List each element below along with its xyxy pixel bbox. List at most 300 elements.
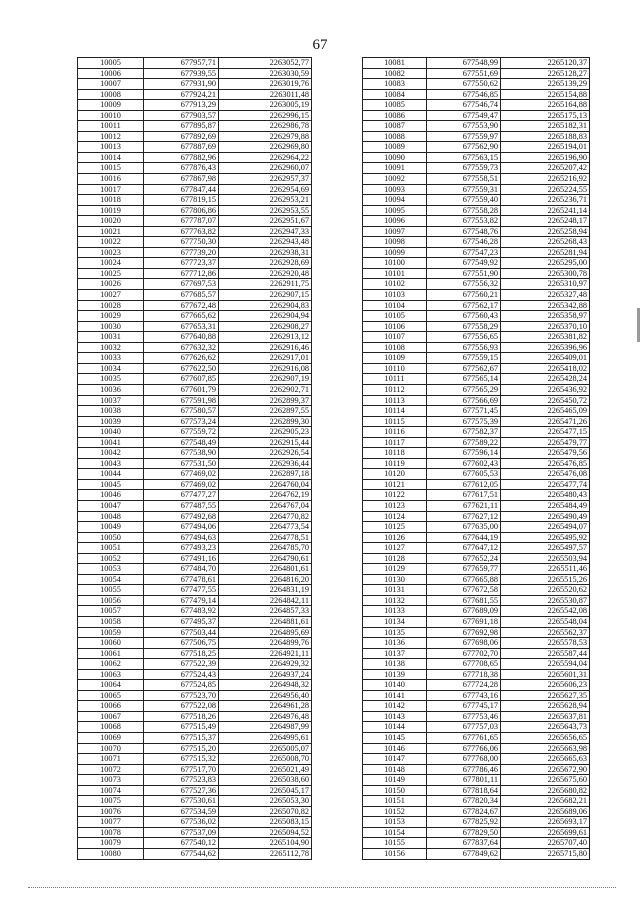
x-coordinate-cell: 677536,02 — [144, 817, 219, 828]
table-row — [363, 332, 590, 343]
x-coordinate-cell: 677596,14 — [427, 448, 501, 459]
point-id-cell: 10089 — [363, 142, 427, 153]
x-coordinate-cell: 677540,12 — [144, 838, 219, 849]
point-id-cell: 10094 — [363, 195, 427, 206]
table-row — [78, 152, 312, 163]
x-coordinate-cell: 677560,43 — [427, 311, 501, 322]
x-coordinate-cell: 677522,08 — [144, 701, 219, 712]
y-coordinate-cell: 2265542,08 — [501, 606, 590, 617]
table-row — [363, 353, 590, 364]
table-row — [363, 838, 590, 849]
x-coordinate-cell: 677550,62 — [427, 79, 501, 90]
y-coordinate-cell: 2265409,01 — [501, 353, 590, 364]
table-row — [363, 89, 590, 100]
x-coordinate-cell: 677621,11 — [427, 500, 501, 511]
y-coordinate-cell: 2265450,72 — [501, 395, 590, 406]
table-row — [78, 616, 312, 627]
table-row — [363, 142, 590, 153]
x-coordinate-cell: 677517,70 — [144, 764, 219, 775]
y-coordinate-cell: 2265083,15 — [219, 817, 312, 828]
table-row — [78, 100, 312, 111]
y-coordinate-cell: 2265578,53 — [501, 638, 590, 649]
table-row — [78, 690, 312, 701]
x-coordinate-cell: 677537,09 — [144, 827, 219, 838]
y-coordinate-cell: 2265070,82 — [219, 806, 312, 817]
point-id-cell: 10084 — [363, 89, 427, 100]
point-id-cell: 10053 — [78, 564, 144, 575]
table-row — [78, 754, 312, 765]
table-row — [363, 163, 590, 174]
table-row — [78, 384, 312, 395]
y-coordinate-cell: 2262916,46 — [219, 342, 312, 353]
x-coordinate-cell: 677757,03 — [427, 722, 501, 733]
y-coordinate-cell: 2262964,22 — [219, 152, 312, 163]
table-row — [363, 427, 590, 438]
x-coordinate-cell: 677659,77 — [427, 564, 501, 575]
y-coordinate-cell: 2265241,14 — [501, 205, 590, 216]
point-id-cell: 10127 — [363, 543, 427, 554]
y-coordinate-cell: 2265515,26 — [501, 574, 590, 585]
table-row — [78, 89, 312, 100]
x-coordinate-cell: 677829,50 — [427, 827, 501, 838]
table-row — [363, 775, 590, 786]
table-row — [78, 532, 312, 543]
y-coordinate-cell: 2262904,94 — [219, 311, 312, 322]
y-coordinate-cell: 2262904,83 — [219, 300, 312, 311]
table-row — [78, 279, 312, 290]
x-coordinate-cell: 677691,18 — [427, 616, 501, 627]
x-coordinate-cell: 677559,15 — [427, 353, 501, 364]
table-row — [78, 500, 312, 511]
point-id-cell: 10077 — [78, 817, 144, 828]
y-coordinate-cell: 2265154,88 — [501, 89, 590, 100]
table-row — [78, 564, 312, 575]
table-row — [363, 448, 590, 459]
table-row — [363, 152, 590, 163]
point-id-cell: 10078 — [78, 827, 144, 838]
x-coordinate-cell: 677551,90 — [427, 268, 501, 279]
point-id-cell: 10153 — [363, 817, 427, 828]
y-coordinate-cell: 2265689,06 — [501, 806, 590, 817]
y-coordinate-cell: 2264760,04 — [219, 479, 312, 490]
point-id-cell: 10123 — [363, 500, 427, 511]
x-coordinate-cell: 677469,02 — [144, 479, 219, 490]
table-row — [363, 659, 590, 670]
y-coordinate-cell: 2265637,81 — [501, 711, 590, 722]
point-id-cell: 10015 — [78, 163, 144, 174]
x-coordinate-cell: 677556,65 — [427, 332, 501, 343]
x-coordinate-cell: 677527,36 — [144, 785, 219, 796]
point-id-cell: 10079 — [78, 838, 144, 849]
y-coordinate-cell: 2264948,32 — [219, 680, 312, 691]
y-coordinate-cell: 2265628,94 — [501, 701, 590, 712]
x-coordinate-cell: 677892,69 — [144, 131, 219, 142]
point-id-cell: 10040 — [78, 427, 144, 438]
x-coordinate-cell: 677559,73 — [427, 163, 501, 174]
x-coordinate-cell: 677626,62 — [144, 353, 219, 364]
table-row — [78, 522, 312, 533]
point-id-cell: 10112 — [363, 384, 427, 395]
table-row — [363, 458, 590, 469]
point-id-cell: 10076 — [78, 806, 144, 817]
table-row — [363, 680, 590, 691]
y-coordinate-cell: 2265465,09 — [501, 406, 590, 417]
point-id-cell: 10115 — [363, 416, 427, 427]
y-coordinate-cell: 2265258,94 — [501, 226, 590, 237]
x-coordinate-cell: 677724,28 — [427, 680, 501, 691]
point-id-cell: 10017 — [78, 184, 144, 195]
point-id-cell: 10141 — [363, 690, 427, 701]
x-coordinate-cell: 677605,53 — [427, 469, 501, 480]
y-coordinate-cell: 2265216,92 — [501, 174, 590, 185]
x-coordinate-cell: 677495,37 — [144, 616, 219, 627]
y-coordinate-cell: 2262947,33 — [219, 226, 312, 237]
x-coordinate-cell: 677745,17 — [427, 701, 501, 712]
table-row — [78, 553, 312, 564]
table-row — [363, 68, 590, 79]
point-id-cell: 10131 — [363, 585, 427, 596]
table-row — [78, 268, 312, 279]
table-row — [78, 300, 312, 311]
x-coordinate-cell: 677876,43 — [144, 163, 219, 174]
table-row — [363, 195, 590, 206]
y-coordinate-cell: 2265503,94 — [501, 553, 590, 564]
point-id-cell: 10144 — [363, 722, 427, 733]
table-row — [78, 311, 312, 322]
x-coordinate-cell: 677718,38 — [427, 669, 501, 680]
y-coordinate-cell: 2265053,30 — [219, 796, 312, 807]
y-coordinate-cell: 2265342,88 — [501, 300, 590, 311]
y-coordinate-cell: 2262902,71 — [219, 384, 312, 395]
y-coordinate-cell: 2265128,27 — [501, 68, 590, 79]
y-coordinate-cell: 2262953,21 — [219, 195, 312, 206]
point-id-cell: 10086 — [363, 110, 427, 121]
x-coordinate-cell: 677571,45 — [427, 406, 501, 417]
y-coordinate-cell: 2262899,37 — [219, 395, 312, 406]
x-coordinate-cell: 677913,29 — [144, 100, 219, 111]
y-coordinate-cell: 2265112,78 — [219, 849, 312, 860]
y-coordinate-cell: 2265587,44 — [501, 648, 590, 659]
table-row — [363, 131, 590, 142]
y-coordinate-cell: 2265562,37 — [501, 627, 590, 638]
y-coordinate-cell: 2265530,87 — [501, 595, 590, 606]
table-row — [78, 595, 312, 606]
y-coordinate-cell: 2262953,55 — [219, 205, 312, 216]
x-coordinate-cell: 677524,85 — [144, 680, 219, 691]
point-id-cell: 10030 — [78, 321, 144, 332]
x-coordinate-cell: 677818,64 — [427, 785, 501, 796]
x-coordinate-cell: 677494,63 — [144, 532, 219, 543]
y-coordinate-cell: 2265471,26 — [501, 416, 590, 427]
table-row — [363, 174, 590, 185]
table-row — [78, 237, 312, 248]
table-row — [363, 500, 590, 511]
x-coordinate-cell: 677957,71 — [144, 58, 219, 69]
table-row — [78, 174, 312, 185]
y-coordinate-cell: 2265548,04 — [501, 616, 590, 627]
y-coordinate-cell: 2265495,92 — [501, 532, 590, 543]
table-row — [363, 754, 590, 765]
x-coordinate-cell: 677591,98 — [144, 395, 219, 406]
point-id-cell: 10050 — [78, 532, 144, 543]
y-coordinate-cell: 2262897,55 — [219, 406, 312, 417]
point-id-cell: 10005 — [78, 58, 144, 69]
x-coordinate-cell: 677635,00 — [427, 522, 501, 533]
x-coordinate-cell: 677698,06 — [427, 638, 501, 649]
table-row — [363, 616, 590, 627]
table-row — [78, 321, 312, 332]
x-coordinate-cell: 677553,90 — [427, 121, 501, 132]
point-id-cell: 10012 — [78, 131, 144, 142]
table-row — [363, 648, 590, 659]
point-id-cell: 10107 — [363, 332, 427, 343]
x-coordinate-cell: 677515,32 — [144, 754, 219, 765]
point-id-cell: 10066 — [78, 701, 144, 712]
y-coordinate-cell: 2265396,96 — [501, 342, 590, 353]
table-row — [78, 701, 312, 712]
x-coordinate-cell: 677503,44 — [144, 627, 219, 638]
point-id-cell: 10140 — [363, 680, 427, 691]
x-coordinate-cell: 677589,22 — [427, 437, 501, 448]
point-id-cell: 10091 — [363, 163, 427, 174]
table-row — [78, 722, 312, 733]
table-row — [78, 511, 312, 522]
point-id-cell: 10035 — [78, 374, 144, 385]
point-id-cell: 10139 — [363, 669, 427, 680]
y-coordinate-cell: 2265045,17 — [219, 785, 312, 796]
point-id-cell: 10126 — [363, 532, 427, 543]
point-id-cell: 10029 — [78, 311, 144, 322]
table-row — [78, 796, 312, 807]
x-coordinate-cell: 677477,27 — [144, 490, 219, 501]
point-id-cell: 10146 — [363, 743, 427, 754]
table-row — [78, 638, 312, 649]
table-row — [363, 511, 590, 522]
x-coordinate-cell: 677644,19 — [427, 532, 501, 543]
y-coordinate-cell: 2265207,42 — [501, 163, 590, 174]
point-id-cell: 10103 — [363, 290, 427, 301]
point-id-cell: 10060 — [78, 638, 144, 649]
point-id-cell: 10034 — [78, 363, 144, 374]
x-coordinate-cell: 677647,12 — [427, 543, 501, 554]
table-row — [78, 775, 312, 786]
point-id-cell: 10023 — [78, 247, 144, 258]
point-id-cell: 10038 — [78, 406, 144, 417]
point-id-cell: 10124 — [363, 511, 427, 522]
y-coordinate-cell: 2262916,08 — [219, 363, 312, 374]
x-coordinate-cell: 677558,28 — [427, 205, 501, 216]
table-row — [363, 849, 590, 860]
x-coordinate-cell: 677867,98 — [144, 174, 219, 185]
x-coordinate-cell: 677708,65 — [427, 659, 501, 670]
point-id-cell: 10129 — [363, 564, 427, 575]
y-coordinate-cell: 2265490,49 — [501, 511, 590, 522]
x-coordinate-cell: 677652,24 — [427, 553, 501, 564]
x-coordinate-cell: 677895,87 — [144, 121, 219, 132]
y-coordinate-cell: 2264956,40 — [219, 690, 312, 701]
table-row — [363, 490, 590, 501]
x-coordinate-cell: 677672,58 — [427, 585, 501, 596]
x-coordinate-cell: 677531,50 — [144, 458, 219, 469]
x-coordinate-cell: 677617,51 — [427, 490, 501, 501]
y-coordinate-cell: 2265606,23 — [501, 680, 590, 691]
table-row — [78, 659, 312, 670]
table-row — [78, 163, 312, 174]
point-id-cell: 10121 — [363, 479, 427, 490]
point-id-cell: 10119 — [363, 458, 427, 469]
table-row — [78, 110, 312, 121]
y-coordinate-cell: 2264801,61 — [219, 564, 312, 575]
x-coordinate-cell: 677559,72 — [144, 427, 219, 438]
table-row — [363, 574, 590, 585]
y-coordinate-cell: 2262905,23 — [219, 427, 312, 438]
y-coordinate-cell: 2263011,48 — [219, 89, 312, 100]
y-coordinate-cell: 2264895,69 — [219, 627, 312, 638]
x-coordinate-cell: 677515,49 — [144, 722, 219, 733]
x-coordinate-cell: 677820,34 — [427, 796, 501, 807]
x-coordinate-cell: 677562,67 — [427, 363, 501, 374]
y-coordinate-cell: 2264987,99 — [219, 722, 312, 733]
point-id-cell: 10099 — [363, 247, 427, 258]
x-coordinate-cell: 677575,39 — [427, 416, 501, 427]
point-id-cell: 10056 — [78, 595, 144, 606]
x-coordinate-cell: 677523,70 — [144, 690, 219, 701]
x-coordinate-cell: 677582,37 — [427, 427, 501, 438]
table-row — [363, 532, 590, 543]
point-id-cell: 10026 — [78, 279, 144, 290]
x-coordinate-cell: 677551,69 — [427, 68, 501, 79]
x-coordinate-cell: 677601,79 — [144, 384, 219, 395]
y-coordinate-cell: 2265480,43 — [501, 490, 590, 501]
point-id-cell: 10110 — [363, 363, 427, 374]
x-coordinate-cell: 677882,96 — [144, 152, 219, 163]
table-row — [78, 68, 312, 79]
table-row — [363, 743, 590, 754]
y-coordinate-cell: 2265300,78 — [501, 268, 590, 279]
x-coordinate-cell: 677549,47 — [427, 110, 501, 121]
point-id-cell: 10021 — [78, 226, 144, 237]
y-coordinate-cell: 2265627,35 — [501, 690, 590, 701]
y-coordinate-cell: 2264937,24 — [219, 669, 312, 680]
table-row — [78, 490, 312, 501]
x-coordinate-cell: 677538,90 — [144, 448, 219, 459]
x-coordinate-cell: 677612,05 — [427, 479, 501, 490]
y-coordinate-cell: 2263019,76 — [219, 79, 312, 90]
table-row — [78, 448, 312, 459]
y-coordinate-cell: 2262917,01 — [219, 353, 312, 364]
table-row — [363, 479, 590, 490]
x-coordinate-cell: 677563,15 — [427, 152, 501, 163]
y-coordinate-cell: 2265418,02 — [501, 363, 590, 374]
table-row — [363, 374, 590, 385]
y-coordinate-cell: 2265188,83 — [501, 131, 590, 142]
point-id-cell: 10145 — [363, 733, 427, 744]
point-id-cell: 10033 — [78, 353, 144, 364]
point-id-cell: 10063 — [78, 669, 144, 680]
table-row — [363, 711, 590, 722]
y-coordinate-cell: 2265663,98 — [501, 743, 590, 754]
x-coordinate-cell: 677761,65 — [427, 733, 501, 744]
y-coordinate-cell: 2265479,56 — [501, 448, 590, 459]
table-row — [78, 247, 312, 258]
point-id-cell: 10142 — [363, 701, 427, 712]
x-coordinate-cell: 677622,50 — [144, 363, 219, 374]
point-id-cell: 10098 — [363, 237, 427, 248]
x-coordinate-cell: 677484,70 — [144, 564, 219, 575]
x-coordinate-cell: 677766,06 — [427, 743, 501, 754]
y-coordinate-cell: 2262926,54 — [219, 448, 312, 459]
x-coordinate-cell: 677750,30 — [144, 237, 219, 248]
table-row — [78, 216, 312, 227]
x-coordinate-cell: 677524,43 — [144, 669, 219, 680]
table-row — [363, 416, 590, 427]
point-id-cell: 10070 — [78, 743, 144, 754]
point-id-cell: 10138 — [363, 659, 427, 670]
point-id-cell: 10058 — [78, 616, 144, 627]
point-id-cell: 10092 — [363, 174, 427, 185]
y-coordinate-cell: 2265693,17 — [501, 817, 590, 828]
point-id-cell: 10071 — [78, 754, 144, 765]
table-row — [363, 595, 590, 606]
table-row — [78, 342, 312, 353]
point-id-cell: 10055 — [78, 585, 144, 596]
x-coordinate-cell: 677546,74 — [427, 100, 501, 111]
point-id-cell: 10013 — [78, 142, 144, 153]
table-row — [78, 195, 312, 206]
x-coordinate-cell: 677580,57 — [144, 406, 219, 417]
point-id-cell: 10117 — [363, 437, 427, 448]
point-id-cell: 10087 — [363, 121, 427, 132]
point-id-cell: 10116 — [363, 427, 427, 438]
y-coordinate-cell: 2265476,08 — [501, 469, 590, 480]
point-id-cell: 10059 — [78, 627, 144, 638]
point-id-cell: 10043 — [78, 458, 144, 469]
table-row — [78, 627, 312, 638]
table-row — [78, 743, 312, 754]
x-coordinate-cell: 677602,43 — [427, 458, 501, 469]
table-row — [363, 817, 590, 828]
x-coordinate-cell: 677494,06 — [144, 522, 219, 533]
table-row — [78, 838, 312, 849]
point-id-cell: 10102 — [363, 279, 427, 290]
x-coordinate-cell: 677530,61 — [144, 796, 219, 807]
table-row — [78, 406, 312, 417]
table-row — [78, 785, 312, 796]
x-coordinate-cell: 677562,17 — [427, 300, 501, 311]
table-row — [78, 395, 312, 406]
x-coordinate-cell: 677640,88 — [144, 332, 219, 343]
x-coordinate-cell: 677565,29 — [427, 384, 501, 395]
table-row — [363, 290, 590, 301]
x-coordinate-cell: 677491,16 — [144, 553, 219, 564]
table-row — [363, 384, 590, 395]
y-coordinate-cell: 2264790,61 — [219, 553, 312, 564]
table-row — [78, 606, 312, 617]
x-coordinate-cell: 677887,69 — [144, 142, 219, 153]
point-id-cell: 10120 — [363, 469, 427, 480]
x-coordinate-cell: 677653,31 — [144, 321, 219, 332]
table-row — [78, 479, 312, 490]
table-row — [363, 543, 590, 554]
table-row — [363, 806, 590, 817]
table-row — [78, 58, 312, 69]
table-row — [363, 796, 590, 807]
point-id-cell: 10072 — [78, 764, 144, 775]
table-row — [78, 290, 312, 301]
x-coordinate-cell: 677547,23 — [427, 247, 501, 258]
x-coordinate-cell: 677685,57 — [144, 290, 219, 301]
table-row — [78, 827, 312, 838]
